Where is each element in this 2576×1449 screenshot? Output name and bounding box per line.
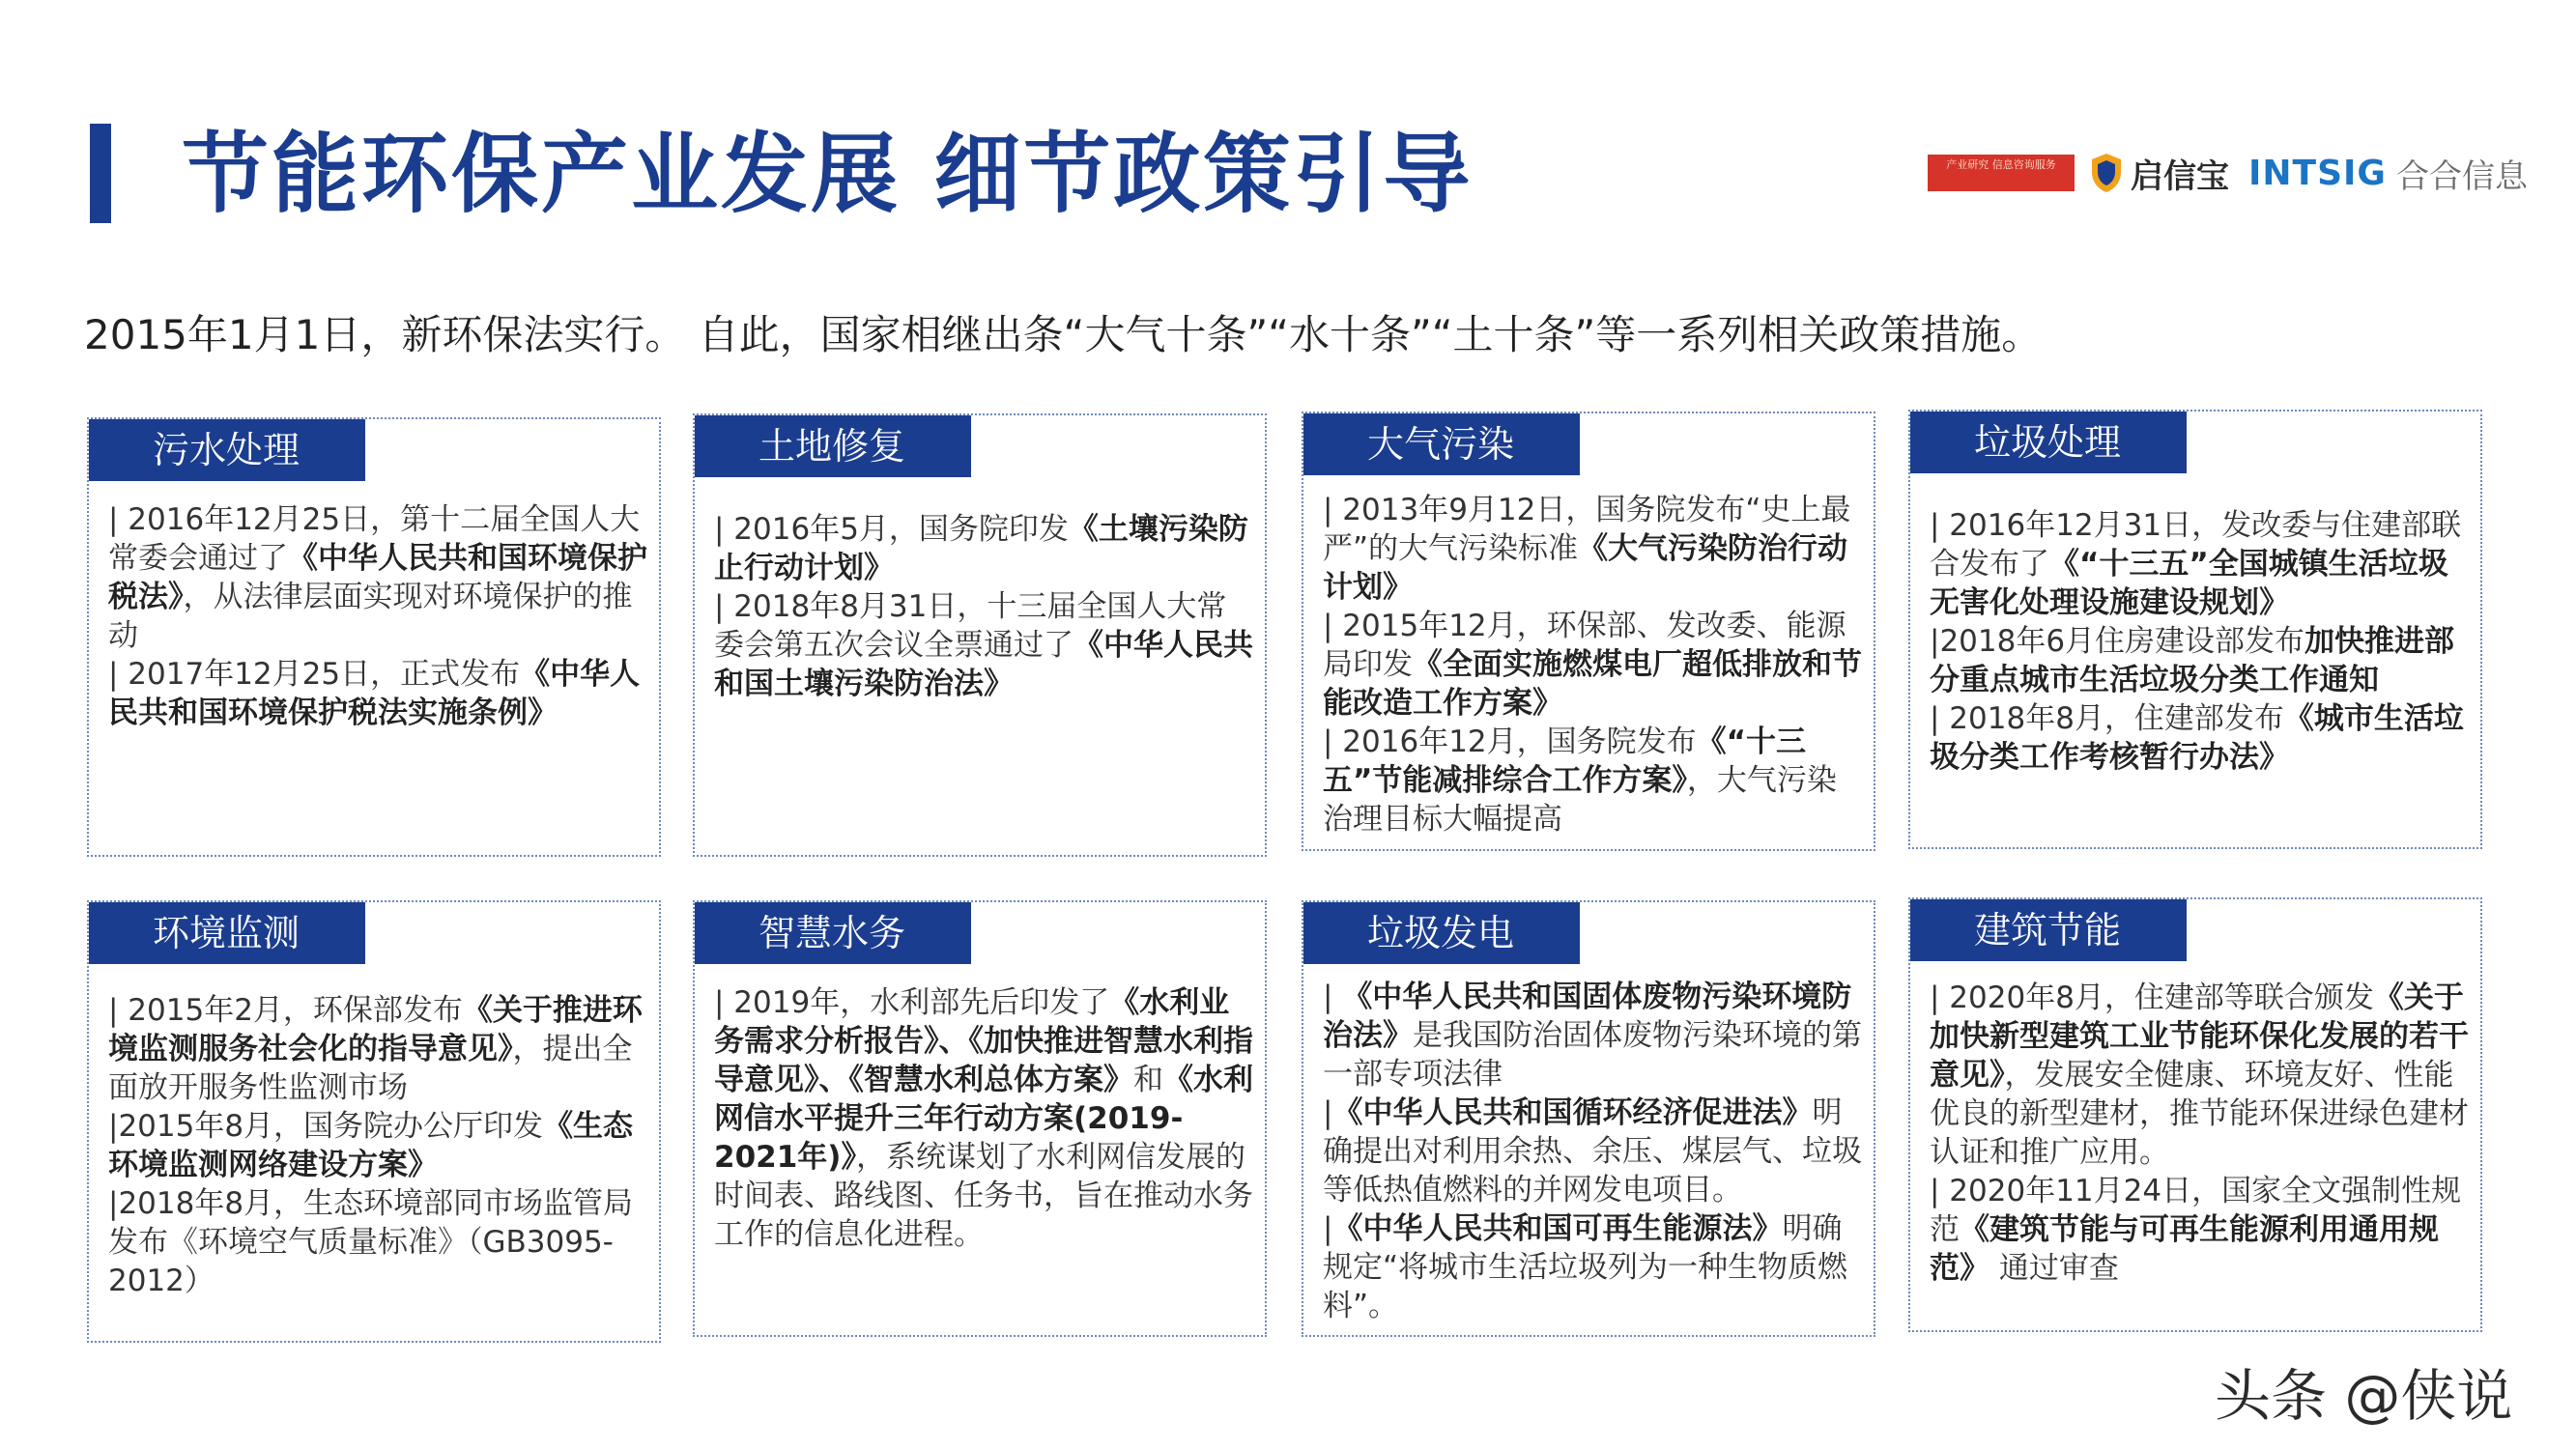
- card-paragraph: | 2018年8月，住建部发布《城市生活垃圾分类工作考核暂行办法》: [1930, 701, 2464, 775]
- card-paragraph: | 2016年12月25日，第十二届全国人大常委会通过了《中华人民共和国环境保护税法》，从法律层面实现对环境保护的推动: [108, 502, 647, 653]
- card-environmental-monitoring: [87, 900, 661, 1343]
- card-label: 智慧水务: [695, 902, 971, 964]
- card-label: 土地修复: [695, 415, 971, 477]
- page-title: 节能环保产业发展 细节政策引导: [182, 124, 1474, 225]
- card-paragraph: | 2016年12月，国务院发布《“十三五”节能减排综合工作方案》，大气污染治理目标大幅提高: [1323, 724, 1837, 837]
- card-paragraph: | 2013年9月12日，国务院发布“史上最严”的大气污染标准《大气污染防治行动计划》: [1323, 493, 1851, 605]
- qixinbao-shield-icon: [2090, 153, 2123, 193]
- card-paragraph: |《中华人民共和国循环经济促进法》明确提出对利用余热、余压、煤层气、垃圾等低热值燃料的并网发电项目。: [1323, 1095, 1862, 1208]
- qixinbao-logo: 启信宝: [2131, 156, 2229, 196]
- card-label: 大气污染: [1303, 413, 1580, 475]
- intsig-logo: INTSIG: [2248, 153, 2387, 193]
- card-paragraph: | 2016年5月，国务院印发《土壤污染防止行动计划》: [714, 512, 1248, 585]
- card-waste-to-power: [1302, 900, 1875, 1337]
- card-air-pollution: [1302, 412, 1875, 851]
- card-label: 污水处理: [89, 419, 365, 481]
- card-paragraph: | 2019年，水利部先后印发了《水利业务需求分析报告》、《加快推进智慧水利指导意见》、《智慧水利总体方案》和《水利网信水平提升三年行动方案(2019-2021年)》，系统谋划了水利网信发展的时间表、路线图、任务书，旨在推动水务工作的信息化进程。: [714, 985, 1253, 1252]
- card-paragraph: | 2015年12月，环保部、发改委、能源局印发《全面实施燃煤电厂超低排放和节能改造工作方案》: [1323, 609, 1862, 721]
- card-paragraph: | 《中华人民共和国固体废物污染环境防治法》是我国防治固体废物污染环境的第一部专项法律: [1323, 980, 1862, 1092]
- card-paragraph: | 2020年11月24日，国家全文强制性规范《建筑节能与可再生能源利用通用规范》 通过审查: [1930, 1174, 2462, 1286]
- watermark: 头条 @侠说: [2215, 1363, 2513, 1429]
- card-smart-water: [693, 900, 1267, 1337]
- hehe-logo: 合合信息: [2395, 156, 2528, 196]
- card-paragraph: |2018年6月住房建设部发布加快推进部分重点城市生活垃圾分类工作通知: [1930, 624, 2455, 697]
- card-label: 环境监测: [89, 902, 365, 964]
- partner-red-logo: 产业研究 信息咨询服务: [1928, 155, 2075, 191]
- card-paragraph: | 2015年2月，环保部发布《关于推进环境监测服务社会化的指导意见》，提出全面放开服务性监测市场: [108, 993, 643, 1105]
- card-paragraph: | 2017年12月25日，正式发布《中华人民共和国环境保护税法实施条例》: [108, 657, 641, 730]
- card-label: 垃圾发电: [1303, 902, 1580, 964]
- title-accent-bar: [90, 124, 111, 223]
- card-garbage-treatment: [1908, 410, 2482, 849]
- card-wastewater: [87, 417, 661, 857]
- logo-group: [1928, 147, 2528, 199]
- card-paragraph: | 2020年8月，住建部等联合颁发《关于加快新型建筑工业节能环保化发展的若干意见》，发展安全健康、环境友好、性能优良的新型建材，推节能环保进绿色建材认证和推广应用。: [1930, 980, 2469, 1170]
- card-paragraph: | 2016年12月31日，发改委与住建部联合发布了《“十三五”全国城镇生活垃圾无害化处理设施建设规划》: [1930, 508, 2462, 620]
- intro-text: 2015年1月1日，新环保法实行。 自此，国家相继出条“大气十条”“水十条”“土十条”等一系列相关政策措施。: [84, 311, 2043, 358]
- card-building-energy: [1908, 897, 2482, 1332]
- card-label: 建筑节能: [1910, 899, 2187, 961]
- card-land-remediation: [693, 413, 1267, 857]
- card-paragraph: | 2018年8月31日，十三届全国人大常委会第五次会议全票通过了《中华人民共和国土壤污染防治法》: [714, 589, 1253, 701]
- card-label: 垃圾处理: [1910, 412, 2187, 473]
- card-paragraph: |2015年8月，国务院办公厅印发《生态环境监测网络建设方案》: [108, 1109, 634, 1182]
- card-paragraph: |2018年8月，生态环境部同市场监管局发布《环境空气质量标准》（GB3095-2012）: [108, 1186, 634, 1298]
- card-paragraph: |《中华人民共和国可再生能源法》明确规定“将城市生活垃圾列为一种生物质燃料”。: [1323, 1211, 1848, 1323]
